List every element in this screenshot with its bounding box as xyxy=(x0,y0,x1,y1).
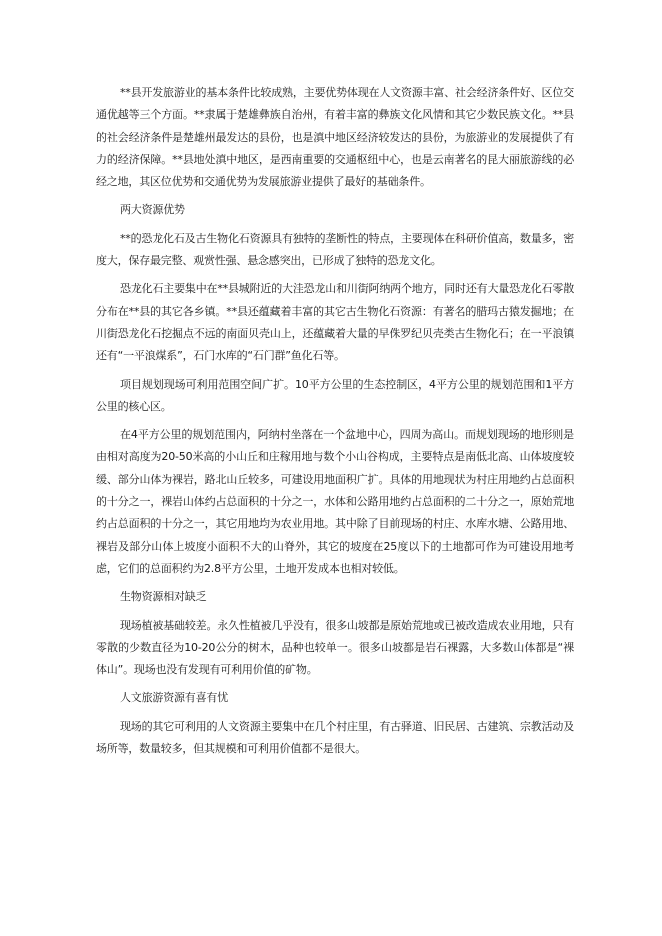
document-body xyxy=(96,82,574,766)
paragraph-tourism-conditions: **县开发旅游业的基本条件比较成熟，主要优势体现在人文资源丰富、社会经济条件好、区位交通优越等三个方面。**隶属于楚雄彝族自治州，有着丰富的彝族文化风情和其它少数民族文化。**县的社会经济条件是楚雄州最发达的县份，也是滇中地区经济较发达的县份，为旅游业的发展提供了有力的经济保障。**县地处滇中地区，是西南重要的交通枢纽中心，也是云南著名的昆大丽旅游线的必经之地，其区位优势和交通优势为发展旅游业提供了最好的基础条件。 xyxy=(96,86,574,189)
paragraph-fossil-locations: 恐龙化石主要集中在**县城附近的大洼恐龙山和川街阿纳两个地方，同时还有大量恐龙化石零散分布在**县的其它各乡镇。**县还蕴藏着丰富的其它古生物化石资源：有著名的腊玛古猿发掘地；在川街恐龙化石挖掘点不远的南面贝壳山上，还蕴藏着大量的早侏罗纪贝壳类古生物化石；在一平浪镇还有“一平浪煤系”，石门水库的“石门群”鱼化石等。 xyxy=(96,282,574,363)
paragraph-planning-scope: 项目规划现场可利用范围空间广扩。10平方公里的生态控制区，4平方公里的规划范围和1平方公里的核心区。 xyxy=(96,377,574,413)
paragraph-vegetation: 现场植被基础较差。永久性植被几乎没有，很多山坡都是原始荒地或已被改造成农业用地，只有零散的少数直径为10-20公分的树木，品种也较单一。很多山坡都是岩石裸露，大多数山体都是“裸体山”。现场也没有发现有可利用价值的矿物。 xyxy=(96,618,574,677)
heading-biological-resources: 生物资源相对缺乏 xyxy=(120,590,207,604)
paragraph-cultural-resources: 现场的其它可利用的人文资源主要集中在几个村庄里，有古驿道、旧民居、古建筑、宗教活动及场所等，数量较多，但其规模和可利用价值都不是很大。 xyxy=(96,719,574,756)
heading-cultural-resources: 人文旅游资源有喜有忧 xyxy=(120,691,228,705)
paragraph-fossil-resources: **的恐龙化石及古生物化石资源具有独特的垄断性的特点，主要现体在科研价值高，数量多，密度大，保存最完整、观赏性强、悬念感突出，已形成了独特的恐龙文化。 xyxy=(96,231,574,268)
heading-two-resource-advantages: 两大资源优势 xyxy=(120,203,185,217)
paragraph-land-use: 在4平方公里的规划范围内，阿纳村坐落在一个盆地中心，四周为高山。而规划现场的地形则是由相对高度为20-50米高的小山丘和庄稼用地与数个小山谷构成，主要特点是南低北高、山体坡度较缓、部分山体为裸岩，路北山丘较多，可建设用地面积广扩。具体的用地现状为村庄用地约占总面积的十分之一，裸岩山体约占总面积的十分之一，水体和公路用地约占总面积的二十分之一，原始荒地约占总面积的十分之一，其它用地均为农业用地。其中除了目前现场的村庄、水库水塘、公路用地、裸岩及部分山体上坡度小面积不大的山脊外，其它的坡度在25度以下的土地都可作为可建设用地考虑，它们的总面积约为2.8平方公里，土地开发成本也相对较低。 xyxy=(96,428,574,575)
